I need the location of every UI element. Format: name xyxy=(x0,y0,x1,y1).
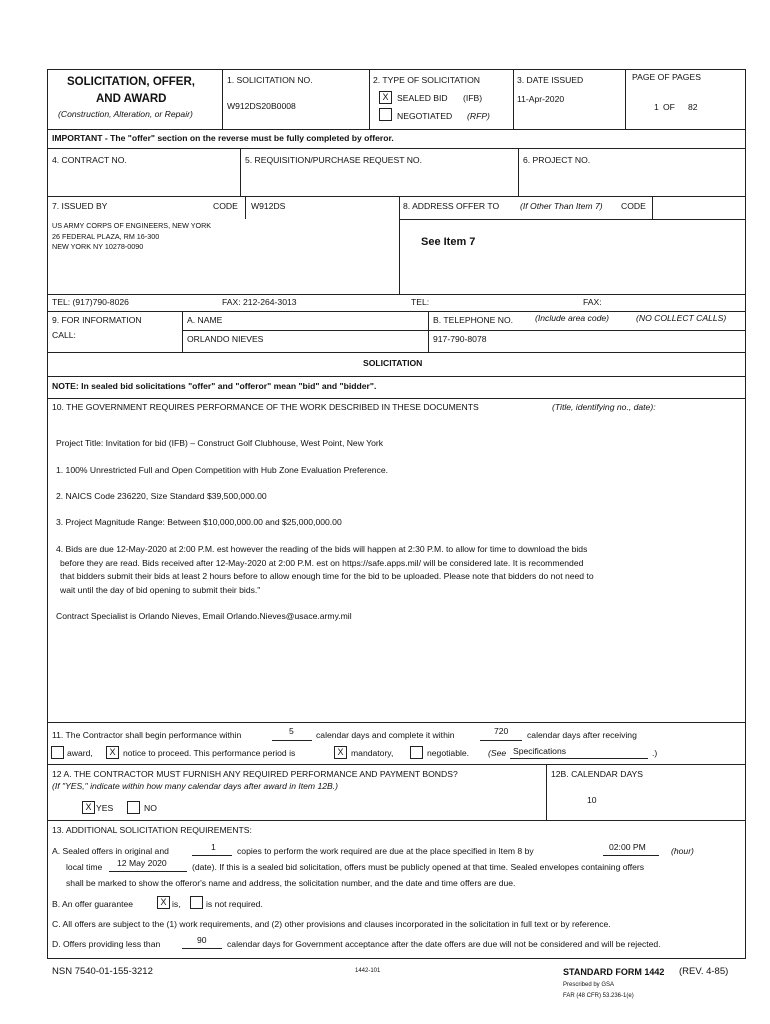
address-offer-tel-label: TEL: xyxy=(411,297,430,307)
item13-label: 13. ADDITIONAL SOLICITATION REQUIREMENTS: xyxy=(52,825,252,835)
bonds-no-label: NO xyxy=(144,803,157,813)
negotiated-label: NEGOTIATED xyxy=(397,111,453,121)
info-phone-label: B. TELEPHONE NO. xyxy=(433,315,514,325)
bonds-yes-label: YES xyxy=(96,803,114,813)
see-label: (See xyxy=(488,748,507,758)
issued-by-address-2: 26 FEDERAL PLAZA, RM 16-300 xyxy=(52,232,160,241)
issued-by-address-1: US ARMY CORPS OF ENGINEERS, NEW YORK xyxy=(52,221,212,230)
solicitation-no-value: W912DS20B0008 xyxy=(227,101,296,111)
sealed-bid-checkbox[interactable]: X xyxy=(379,91,392,104)
type-of-solicitation-label: 2. TYPE OF SOLICITATION xyxy=(373,75,480,85)
info-label-line1: 9. FOR INFORMATION xyxy=(52,315,142,325)
item10-project-title: Project Title: Invitation for bid (IFB) – Construct Golf Clubhouse, West Point, New York xyxy=(56,438,384,448)
item13d-text2: calendar days for Government acceptance after the date offers are due will not be considered and will be rejected. xyxy=(227,939,661,949)
bonds-no-checkbox[interactable] xyxy=(127,801,140,814)
item13a-text3: (date). If this is a sealed bid solicitation, offers must be publicly opened at that time. Sealed envelopes containing offers xyxy=(192,862,645,872)
see-value[interactable]: Specifications xyxy=(513,746,567,756)
item13a-local: local time xyxy=(66,862,103,872)
item12a-sub: (If "YES," indicate within how many calendar days after award in Item 12B.) xyxy=(52,781,339,791)
item13d-text1: D. Offers providing less than xyxy=(52,939,161,949)
item13d-days[interactable]: 90 xyxy=(197,935,207,945)
footer-nsn: NSN 7540-01-155-3212 xyxy=(52,966,153,977)
solicitation-heading: SOLICITATION xyxy=(363,358,423,368)
item11-text-c: calendar days after receiving xyxy=(527,730,637,740)
page-total: 82 xyxy=(688,102,698,112)
important-notice: IMPORTANT - The "offer" section on the reverse must be fully completed by offeror. xyxy=(52,133,394,143)
award-checkbox[interactable] xyxy=(51,746,64,759)
item13a-text4: shall be marked to show the offeror's name and address, the solicitation number, and the date and time offers are due. xyxy=(66,878,516,888)
item10-line4c: that bidders submit their bids at least 2 hours before to allow enough time for the bid to be uploaded. Please note that bidders do not need to xyxy=(60,571,594,581)
item10-line1: 1. 100% Unrestricted Full and Open Competition with Hub Zone Evaluation Preference. xyxy=(56,465,388,475)
form-title-line2: AND AWARD xyxy=(96,93,167,105)
address-offer-fax-label: FAX: xyxy=(583,297,602,307)
item13a-text2: copies to perform the work required are due at the place specified in Item 8 by xyxy=(237,846,534,856)
page-of-pages-label: PAGE OF PAGES xyxy=(632,72,701,82)
footer-prescribed: Prescribed by GSA xyxy=(563,982,615,988)
see-close: .) xyxy=(652,748,658,758)
item10-label: 10. THE GOVERNMENT REQUIRES PERFORMANCE OF THE WORK DESCRIBED IN THESE DOCUMENTS xyxy=(52,402,479,412)
issued-by-address-3: NEW YORK NY 10278-0090 xyxy=(52,242,144,251)
sealed-bid-label: SEALED BID xyxy=(397,93,448,103)
footer-far: FAR (48 CFR) 53.236-1(e) xyxy=(563,993,634,999)
page-of: OF xyxy=(663,102,675,112)
notice-to-proceed-label: notice to proceed. This performance period is xyxy=(123,748,296,758)
item12b-value: 10 xyxy=(587,795,597,805)
item13a-text1: A. Sealed offers in original and xyxy=(52,846,169,856)
sealed-bid-abbr: (IFB) xyxy=(463,93,483,103)
mandatory-checkbox[interactable]: X xyxy=(334,746,347,759)
offer-guarantee-is-checkbox[interactable]: X xyxy=(157,896,170,909)
footer-form: STANDARD FORM 1442 xyxy=(563,967,665,977)
issued-by-label: 7. ISSUED BY xyxy=(52,201,108,211)
form-title-line1: SOLICITATION, OFFER, xyxy=(67,76,195,88)
item11-text-b: calendar days and complete it within xyxy=(316,730,455,740)
issued-by-code-label: CODE xyxy=(213,201,238,211)
negotiable-label: negotiable. xyxy=(427,748,470,758)
info-phone-value: 917-790-8078 xyxy=(433,334,487,344)
item13a-hour: (hour) xyxy=(671,846,694,856)
item13b-not: is not required. xyxy=(206,899,263,909)
item11-complete-days[interactable]: 720 xyxy=(494,726,509,736)
item10-note: (Title, identifying no., date): xyxy=(552,402,656,412)
negotiable-checkbox[interactable] xyxy=(410,746,423,759)
item13b-text1: B. An offer guarantee xyxy=(52,899,134,909)
mandatory-label: mandatory, xyxy=(351,748,394,758)
item10-line4a: 4. Bids are due 12-May-2020 at 2:00 P.M. est however the reading of the bids will happen at 2:30 P.M. to allow for time to download the bids xyxy=(56,544,588,554)
info-name-label: A. NAME xyxy=(187,315,223,325)
item10-contact: Contract Specialist is Orlando Nieves, Email Orlando.Nieves@usace.army.mil xyxy=(56,611,352,621)
award-label: award, xyxy=(67,748,93,758)
form-title-sub: (Construction, Alteration, or Repair) xyxy=(58,109,193,119)
item13c-text: C. All offers are subject to the (1) work requirements, and (2) other provisions and clauses incorporated in the solicitation in full text or by reference. xyxy=(52,919,611,929)
address-offer-code-label: CODE xyxy=(621,201,646,211)
negotiated-checkbox[interactable] xyxy=(379,108,392,121)
info-phone-note-2: (NO COLLECT CALLS) xyxy=(636,313,727,323)
address-offer-note: (If Other Than Item 7) xyxy=(520,201,603,211)
item13b-is: is, xyxy=(172,899,181,909)
item11-text-a: 11. The Contractor shall begin performance within xyxy=(52,730,242,740)
item10-line2: 2. NAICS Code 236220, Size Standard $39,500,000.00 xyxy=(56,491,267,501)
bonds-yes-checkbox[interactable]: X xyxy=(82,801,95,814)
item13a-copies[interactable]: 1 xyxy=(211,842,216,852)
offer-guarantee-not-checkbox[interactable] xyxy=(190,896,203,909)
notice-to-proceed-checkbox[interactable]: X xyxy=(106,746,119,759)
page-current: 1 xyxy=(654,102,659,112)
address-offer-label: 8. ADDRESS OFFER TO xyxy=(403,201,500,211)
item12a-label: 12 A. THE CONTRACTOR MUST FURNISH ANY REQUIRED PERFORMANCE AND PAYMENT BONDS? xyxy=(52,769,458,779)
contract-no-label: 4. CONTRACT NO. xyxy=(52,155,127,165)
item10-line3: 3. Project Magnitude Range: Between $10,000,000.00 and $25,000,000.00 xyxy=(56,517,342,527)
info-label-line2: CALL: xyxy=(52,330,76,340)
info-phone-note-1: (Include area code) xyxy=(535,313,610,323)
date-issued-label: 3. DATE ISSUED xyxy=(517,75,584,85)
negotiated-abbr: (RFP) xyxy=(467,111,490,121)
footer-rev: (REV. 4-85) xyxy=(679,966,729,977)
footer-code: 1442-101 xyxy=(355,968,381,974)
issued-by-fax: FAX: 212-264-3013 xyxy=(222,297,297,307)
date-issued-value: 11-Apr-2020 xyxy=(517,94,565,104)
note-line: NOTE: In sealed bid solicitations "offer" and "offeror" mean "bid" and "bidder". xyxy=(52,381,377,391)
issued-by-code-value: W912DS xyxy=(251,201,286,211)
issued-by-tel: TEL: (917)790-8026 xyxy=(52,297,129,307)
item10-line4b: before they are read. Bids received after 12-May-2020 at 2:00 P.M. est on https://safe.apps.mil/ will be considered late. It is recommended xyxy=(60,558,584,568)
item11-begin-days[interactable]: 5 xyxy=(289,726,294,736)
project-no-label: 6. PROJECT NO. xyxy=(523,155,591,165)
solicitation-no-label: 1. SOLICITATION NO. xyxy=(227,75,313,85)
item12b-label: 12B. CALENDAR DAYS xyxy=(551,769,644,779)
requisition-label: 5. REQUISITION/PURCHASE REQUEST NO. xyxy=(245,155,422,165)
address-offer-value: See Item 7 xyxy=(421,236,476,248)
item13a-date[interactable]: 12 May 2020 xyxy=(117,858,167,868)
item10-line4d: wait until the day of bid opening to submit their bids." xyxy=(60,585,261,595)
info-name-value: ORLANDO NIEVES xyxy=(187,334,264,344)
item13a-time[interactable]: 02:00 PM xyxy=(609,842,646,852)
